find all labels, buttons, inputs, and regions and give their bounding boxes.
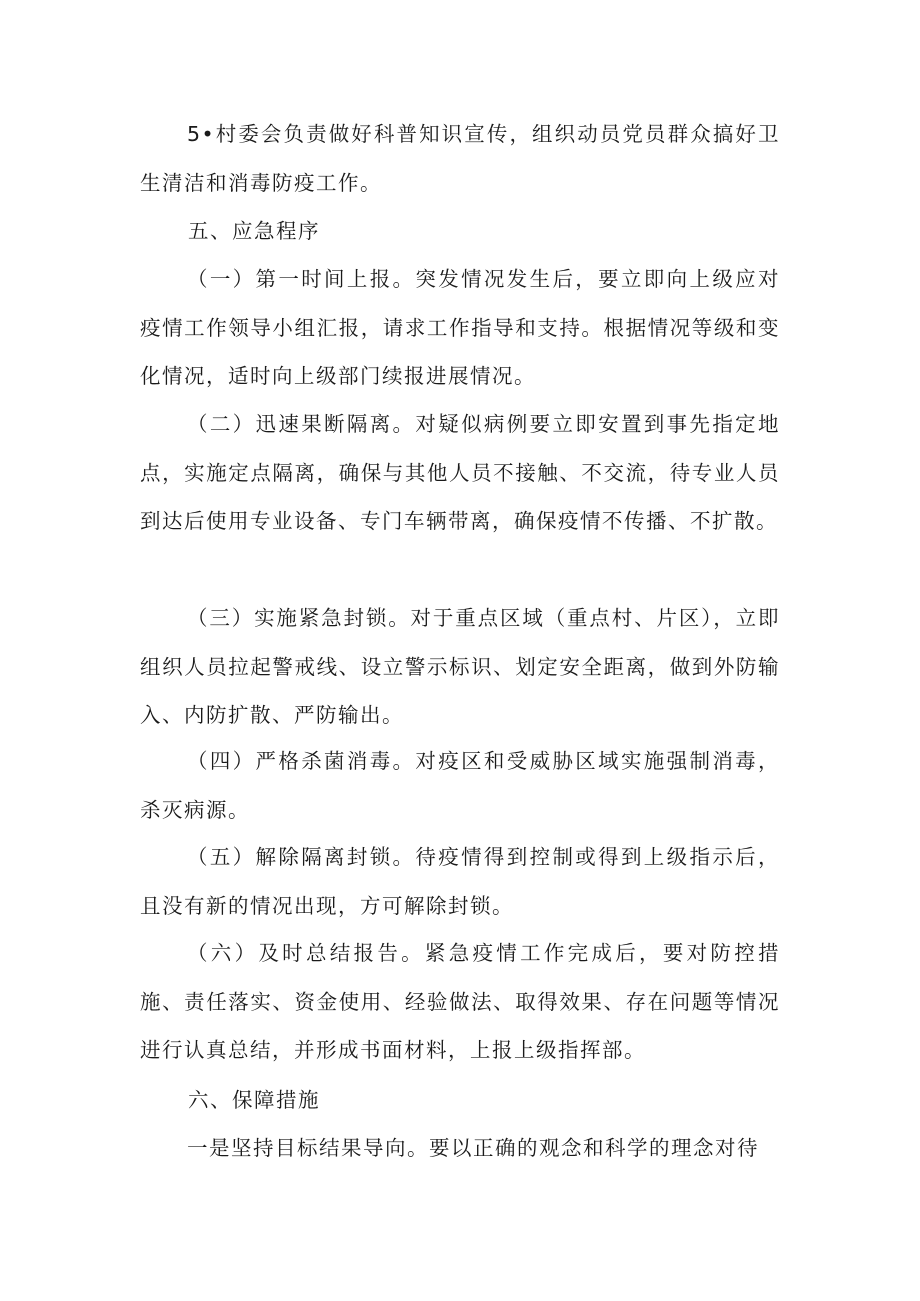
- paragraph-safeguard-1: 一是坚持目标结果导向。要以正确的观念和科学的理念对待: [187, 1136, 759, 1160]
- section-heading-emergency-procedure: 五、应急程序: [188, 219, 320, 243]
- paragraph-step-3-lockdown: （三）实施紧急封锁。对于重点区域（重点村、片区），立即组织人员拉起警戒线、设立警示标识、划定安全距离，做到外防输入、内防扩散、严防输出。: [140, 606, 780, 727]
- paragraph-village-committee: 5•村委会负责做好科普知识宣传，组织动员党员群众搞好卫生清洁和消毒防疫工作。: [140, 122, 780, 195]
- paragraph-step-5-release: （五）解除隔离封锁。待疫情得到控制或得到上级指示后，且没有新的情况出现，方可解除封锁。: [140, 845, 780, 918]
- paragraph-step-4-disinfection: （四）严格杀菌消毒。对疫区和受威胁区域实施强制消毒，杀灭病源。: [140, 749, 780, 822]
- paragraph-step-2-isolation: （二）迅速果断隔离。对疑似病例要立即安置到事先指定地点，实施定点隔离，确保与其他人员不接触、不交流，待专业人员到达后使用专业设备、专门车辆带离，确保疫情不传播、不扩散。: [140, 412, 780, 533]
- section-heading-safeguards: 六、保障措施: [188, 1088, 320, 1112]
- paragraph-step-1-report: （一）第一时间上报。突发情况发生后，要立即向上级应对疫情工作领导小组汇报，请求工作指导和支持。根据情况等级和变化情况，适时向上级部门续报进展情况。: [140, 267, 780, 388]
- paragraph-step-6-summary: （六）及时总结报告。紧急疫情工作完成后，要对防控措施、责任落实、资金使用、经验做法、取得效果、存在问题等情况进行认真总结，并形成书面材料，上报上级指挥部。: [140, 941, 780, 1062]
